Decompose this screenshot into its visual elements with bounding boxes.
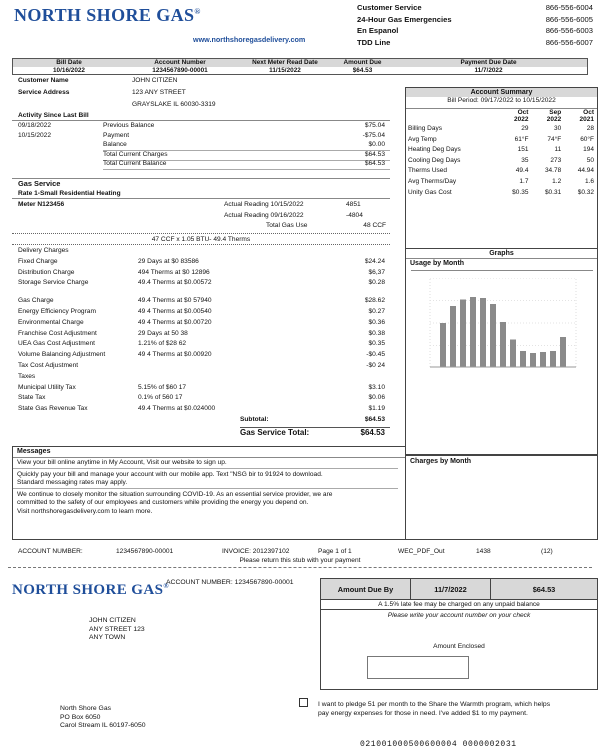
conversion-line: 47 CCF x 1.05 BTU- 49.4 Therms xyxy=(151,236,251,243)
summary-col-month: Oct xyxy=(517,108,529,116)
charge-calc: 1.21% of $28 62 xyxy=(138,340,187,348)
charge-calc: 29 Days at 50 38 xyxy=(138,329,188,337)
summary-label: Therms Used xyxy=(408,167,448,175)
usage-bar xyxy=(490,304,496,367)
message-line: committed to the safety of our employees and customers while providing the energy you depend on. xyxy=(17,499,309,507)
messages-panel: Messages View your bill online anytime in My Account, Visit our website to sign up. Quickly pay your bill and manage your account with our mobile app. Text "NSG bir to 91924 to download. Standard messaging rates may apply. We continue to closely monitor the situation surrounding COVID-19. As an essential service provider, we are committed to the safety of our employees and customers while providing the energy you depend on. Visit northshoregasdelivery.com to learn more. xyxy=(12,446,405,540)
pledge-checkbox[interactable] xyxy=(299,698,308,707)
charge-section-title xyxy=(12,247,390,258)
charges-by-month-panel: Charges by Month xyxy=(405,455,598,540)
summary-value: $0.31 xyxy=(544,188,562,196)
stub-n1: 1438 xyxy=(476,548,491,555)
stub-customer-address: JOHN CITIZEN ANY STREET 123 ANY TOWN xyxy=(89,617,145,641)
charge-row xyxy=(12,330,390,341)
return-note: Please return this stub with your payment xyxy=(239,557,361,564)
charges-table xyxy=(12,247,390,439)
summary-row xyxy=(406,134,596,145)
charge-label: Environmental Charge xyxy=(18,318,84,326)
summary-label: Avg Therms/Day xyxy=(408,178,457,186)
charge-label: Distribution Charge xyxy=(18,268,75,276)
activity-desc: Payment xyxy=(103,131,130,139)
summary-label: Unity Gas Cost xyxy=(408,188,452,196)
total-label: Gas Service Total: xyxy=(240,427,310,437)
summary-value: 1.6 xyxy=(584,178,594,186)
reading-value: 48 CCF xyxy=(363,222,386,229)
charge-section-title xyxy=(12,373,390,384)
message-line: Standard messaging rates may apply. xyxy=(17,479,128,487)
meter-readings xyxy=(222,201,388,233)
stub-due-date: 11/7/2022 xyxy=(411,579,491,599)
activity-row xyxy=(12,122,390,132)
charge-label: Volume Balancing Adjustment xyxy=(18,351,106,359)
charge-calc: 49 4 Therms at $0.00540 xyxy=(138,307,212,315)
activity-amount: $64.53 xyxy=(364,150,385,158)
contact-row xyxy=(357,14,593,26)
amount-enclosed-field[interactable] xyxy=(367,656,469,679)
usage-bar xyxy=(460,300,466,368)
contact-row xyxy=(357,25,593,37)
charge-label: State Tax xyxy=(18,394,46,402)
summary-row xyxy=(406,166,596,177)
charge-amount: $0.35 xyxy=(368,340,385,348)
subtotal-row xyxy=(12,416,390,427)
charge-calc: 49.4 Therms at $0 57940 xyxy=(138,297,212,305)
charge-label: UEA Gas Cost Adjustment xyxy=(18,340,95,348)
activity-amount: $64.53 xyxy=(364,160,385,167)
charge-row xyxy=(12,405,390,416)
charge-amount: $0.38 xyxy=(368,329,385,337)
summary-value: 30 xyxy=(553,125,562,133)
activity-amount: $0.00 xyxy=(368,141,385,148)
charge-amount: $3.10 xyxy=(368,383,385,391)
usage-chart xyxy=(428,278,578,368)
charge-row xyxy=(12,308,390,319)
amount-due: $64.53 xyxy=(352,66,373,74)
contact-phone: 866-556-6005 xyxy=(545,14,593,24)
summary-value: 61°F xyxy=(514,135,529,143)
bill-date: 10/16/2022 xyxy=(53,66,85,74)
summary-value: 49.4 xyxy=(515,167,529,175)
charge-row xyxy=(12,384,390,395)
usage-bar xyxy=(470,297,476,367)
charge-amount: $6,37 xyxy=(368,268,385,276)
summary-value: 151 xyxy=(517,146,529,154)
payment-box: Amount Due By 11/7/2022 $64.53 A 1.5% late fee may be charged on any unpaid balance Please write your account number on your check Amount Enclosed xyxy=(320,578,598,690)
charge-row xyxy=(12,351,390,362)
summary-value: 273 xyxy=(550,156,562,164)
charge-calc: 49 4 Therms at $0.00920 xyxy=(138,351,212,359)
summary-row xyxy=(406,155,596,166)
charge-calc: 49.4 Therms at $0.00572 xyxy=(138,279,212,287)
summary-value: 29 xyxy=(521,125,529,133)
contact-list xyxy=(357,2,593,48)
activity-date: 09/18/2022 xyxy=(18,122,52,129)
charge-amount: $28.62 xyxy=(364,297,385,305)
bill-header-bar: Bill Date Account Number Next Meter Read Date Amount Due Payment Due Date 10/16/2022 1234567890-00001 11/15/2022 $64.53 11/7/2022 xyxy=(12,58,588,75)
stub-page: Page 1 of 1 xyxy=(318,548,352,555)
gas-service-title: Gas Service xyxy=(18,179,61,188)
summary-value: 74°F xyxy=(547,135,562,143)
summary-col-year: 2022 xyxy=(546,116,562,124)
message-line: Quickly pay your bill and manage your account with our mobile app. Text "NSG bir to 91924 to download. xyxy=(17,470,323,478)
charge-label: Municipal Utility Tax xyxy=(18,383,76,391)
stub-acct: 1234567890-00001 xyxy=(116,548,174,555)
stub-invoice: INVOICE: 2012397102 xyxy=(222,548,290,555)
charge-calc: 29 Days at $0 83586 xyxy=(138,257,199,265)
stub-code: WEC_PDF_Out xyxy=(398,548,445,555)
due-date: 11/7/2022 xyxy=(474,66,503,74)
summary-value: 1.2 xyxy=(552,178,562,186)
section-title: Delivery Charges xyxy=(18,247,69,254)
charge-amount: $0.36 xyxy=(368,318,385,326)
contact-label: TDD Line xyxy=(357,37,391,47)
charge-calc: 49.4 Therms at $0.024000 xyxy=(138,405,216,413)
reading-value: -4804 xyxy=(346,211,363,219)
meter-label: Meter N123456 xyxy=(18,201,65,208)
reading-value: 4851 xyxy=(346,201,361,208)
summary-label: Avg Temp xyxy=(408,135,437,143)
charge-row xyxy=(12,319,390,330)
summary-value: $0.32 xyxy=(577,188,594,196)
activity-amount: -$75.04 xyxy=(362,131,385,139)
usage-bar xyxy=(500,322,506,367)
summary-label: Billing Days xyxy=(408,125,442,133)
charge-amount: $24.24 xyxy=(364,257,385,265)
activity-amount: $75.04 xyxy=(364,122,385,129)
activity-desc: Total Current Charges xyxy=(103,150,168,158)
activity-row xyxy=(12,132,390,142)
summary-value: 35 xyxy=(521,156,529,164)
company-logo: NORTH SHORE GAS® xyxy=(14,5,201,25)
summary-label: Heating Deg Days xyxy=(408,146,461,154)
usage-bar xyxy=(520,351,526,367)
charge-label: State Gas Revenue Tax xyxy=(18,405,88,413)
summary-row xyxy=(406,145,596,156)
summary-value: 60°F xyxy=(580,135,594,143)
message-line: Visit northshoregasdelivery.com to learn more. xyxy=(17,507,153,515)
charge-row xyxy=(12,269,390,280)
summary-value: 11 xyxy=(554,146,562,154)
activity-desc: Balance xyxy=(103,141,127,148)
activity-title: Activity Since Last Bill xyxy=(18,112,89,119)
activity-desc: Total Current Balance xyxy=(103,160,167,167)
charge-row xyxy=(12,279,390,290)
contact-phone: 866-556-6007 xyxy=(545,37,593,47)
charge-row xyxy=(12,394,390,405)
activity-table xyxy=(12,122,390,170)
contact-phone: 866-556-6003 xyxy=(545,26,593,35)
activity-desc: Previous Balance xyxy=(103,122,155,129)
summary-value: 44.94 xyxy=(577,167,594,175)
summary-value: 1.7 xyxy=(519,178,529,186)
summary-row xyxy=(406,124,596,135)
subtotal-label: Subtotal: xyxy=(240,415,269,423)
customer-name: JOHN CITIZEN xyxy=(132,77,178,84)
charge-row xyxy=(12,340,390,351)
stub-account-line: ACCOUNT NUMBER: 1234567890-00001 xyxy=(166,579,294,586)
usage-bar xyxy=(480,298,486,367)
service-address-label: Service Address xyxy=(18,89,70,96)
graphs-panel: Graphs Usage by Month xyxy=(405,248,598,455)
section-title: Taxes xyxy=(18,372,36,380)
summary-col-year: 2022 xyxy=(513,116,529,124)
summary-value: 34.78 xyxy=(544,167,562,175)
reading-label: Total Gas Use xyxy=(266,222,308,229)
total-row xyxy=(240,427,390,439)
summary-row xyxy=(406,187,596,198)
charge-amount: -$0 24 xyxy=(366,361,385,369)
charge-calc: 49 4 Therms at $0.00720 xyxy=(138,318,212,326)
reading-label: Actual Reading 10/15/2022 xyxy=(224,201,304,208)
contact-label: Customer Service xyxy=(357,3,422,12)
charge-amount: $0.06 xyxy=(368,394,385,402)
charge-amount: $0.28 xyxy=(368,279,385,287)
gas-service-total: $64.53 xyxy=(360,427,385,437)
service-address-line1: 123 ANY STREET xyxy=(132,89,186,96)
charge-amount: -$0.45 xyxy=(366,351,385,359)
summary-value: 28 xyxy=(586,125,594,133)
usage-bar xyxy=(450,306,456,367)
stub-due-amount: $64.53 xyxy=(532,585,556,594)
usage-bar xyxy=(540,352,546,367)
summary-col-year: 2021 xyxy=(579,116,594,124)
account-number: 1234567890-00001 xyxy=(152,66,208,74)
stub-logo: NORTH SHORE GAS® xyxy=(12,582,169,598)
charge-row xyxy=(12,362,390,373)
usage-bar xyxy=(550,351,556,367)
summary-value: $0.35 xyxy=(512,188,529,196)
reading-row xyxy=(222,201,388,212)
subtotal: $64.53 xyxy=(364,415,385,423)
summary-col-month: Oct xyxy=(583,108,594,116)
stub-n2: (12) xyxy=(541,548,553,555)
usage-bar xyxy=(560,337,566,367)
remit-address: North Shore Gas PO Box 6050 Carol Stream IL 60197-6050 xyxy=(60,705,146,730)
customer-name-label: Customer Name xyxy=(18,77,69,84)
charge-calc: 0.1% of 560 17 xyxy=(138,394,183,402)
pledge-text: I want to pledge 51 per month to the Share the Warmth program, which helps pay energy expenses for those in need. I've added $1 to my payment. xyxy=(318,701,551,717)
next-read-date: 11/15/2022 xyxy=(269,66,301,74)
usage-bar xyxy=(510,340,516,368)
message-line: View your bill online anytime in My Account, Visit our website to sign up. xyxy=(17,459,227,466)
contact-row xyxy=(357,37,593,49)
charge-row xyxy=(12,258,390,269)
summary-label: Cooling Deg Days xyxy=(408,156,461,164)
charge-calc: 5.15% of $60 17 xyxy=(138,383,187,391)
reading-row xyxy=(222,222,388,233)
summary-value: 194 xyxy=(583,146,594,154)
charge-calc: 494 Therms at $0 12896 xyxy=(138,268,210,276)
charge-label: Energy Efficiency Program xyxy=(18,307,96,315)
charge-amount: $0.27 xyxy=(368,307,385,315)
contact-phone: 866-556-6004 xyxy=(545,3,593,12)
charge-label: Fixed Charge xyxy=(18,257,58,265)
charge-label: Gas Charge xyxy=(18,297,54,305)
charge-label: Tax Cost Adjustment xyxy=(18,361,79,369)
stub-acct-label: ACCOUNT NUMBER: xyxy=(18,548,83,555)
activity-date: 10/15/2022 xyxy=(18,131,52,139)
summary-value: 50 xyxy=(586,156,594,164)
scanline: 021001000500600004 0000002031 xyxy=(360,740,517,749)
usage-bar xyxy=(440,323,446,367)
contact-label: En Espanol xyxy=(357,26,399,35)
summary-col-month: Sep xyxy=(549,108,562,116)
website-link[interactable]: www.northshoregasdelivery.com xyxy=(193,35,306,44)
contact-row xyxy=(357,2,593,14)
charge-row xyxy=(12,297,390,308)
rate-label: Rate 1-Small Residential Heating xyxy=(18,190,121,197)
charge-amount: $1.19 xyxy=(368,405,385,413)
message-line: We continue to closely monitor the situation surrounding COVID-19. As an essential service provider, we are xyxy=(17,490,333,498)
charge-label: Storage Service Charge xyxy=(18,279,89,287)
service-address-line2: GRAYSLAKE IL 60030-3319 xyxy=(132,101,216,108)
reading-label: Actual Reading 09/16/2022 xyxy=(224,211,304,219)
summary-row xyxy=(406,176,596,187)
account-summary-panel: Account Summary Bill Period: 09/17/2022 to 10/15/2022 Oct Sep Oct 2022 2022 2021 Billing Days 29 30 28 Avg Temp 61°F 74°F 60°F Heating Deg Days 151 11 194 Cooling Deg Days 35 273 50 Therms Used 49.4 34.78 44.94 Avg Therms/Day 1.7 1.2 1.6 Unity Gas Cost $0.35 $0.31 $0.32 xyxy=(405,87,598,249)
reading-row xyxy=(222,212,388,223)
contact-label: 24-Hour Gas Emergencies xyxy=(357,14,452,24)
charge-label: Franchise Cost Adjustment xyxy=(18,329,97,337)
usage-bar xyxy=(530,353,536,367)
